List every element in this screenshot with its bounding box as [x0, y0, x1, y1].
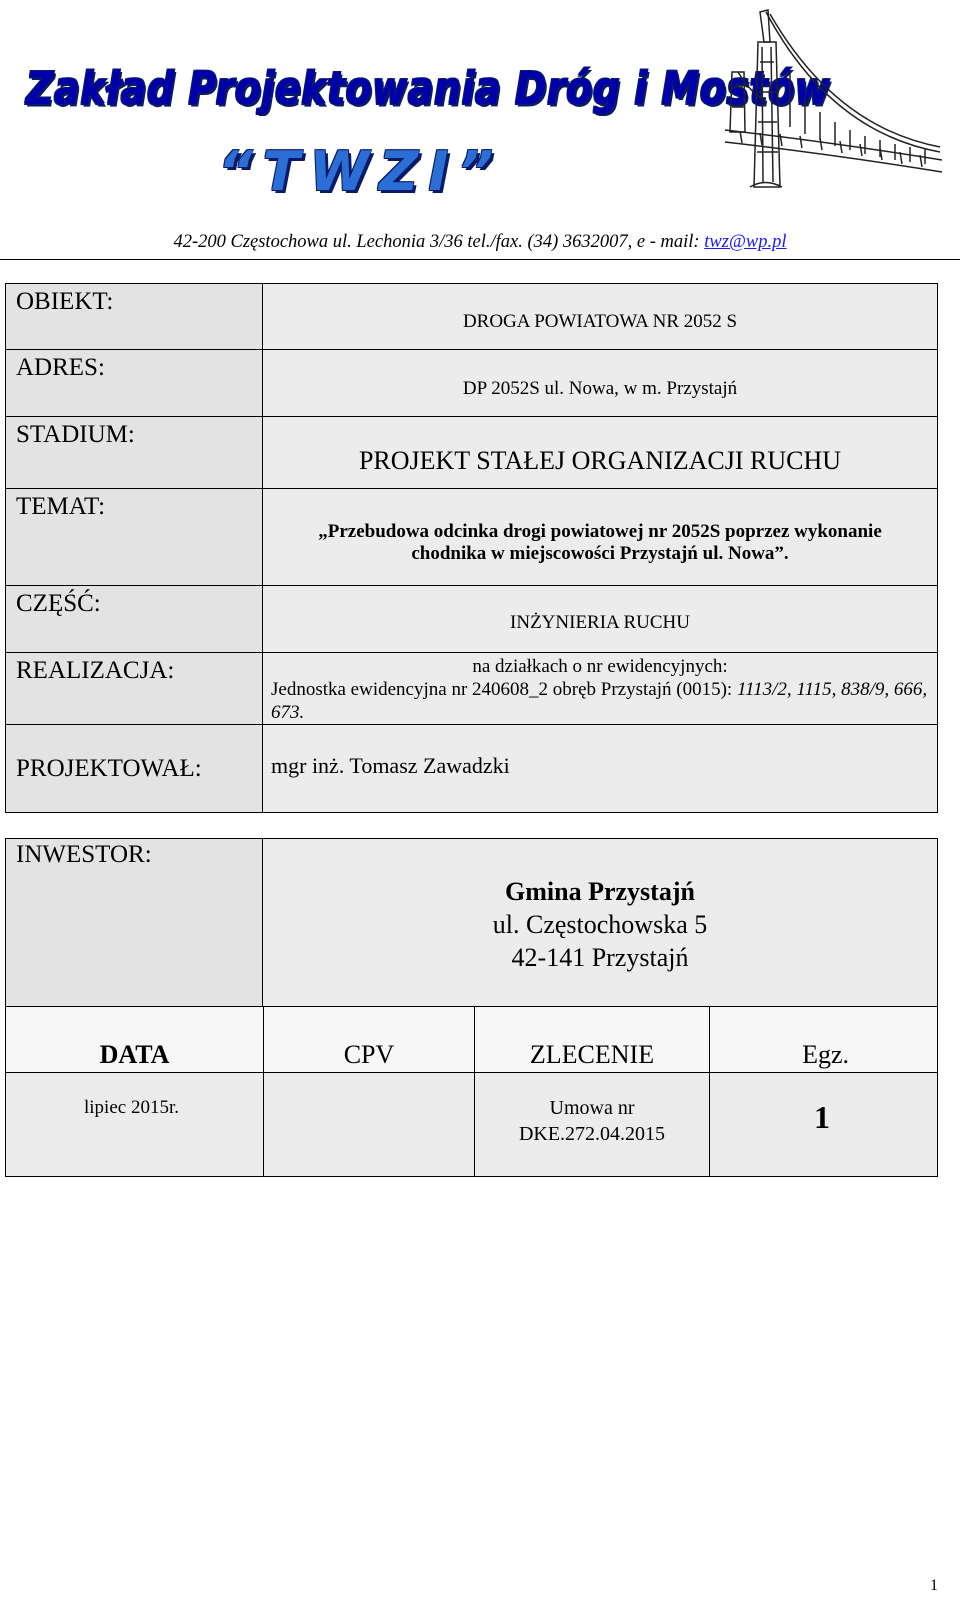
realizacja-line2 — [271, 678, 929, 724]
page-number: 1 — [930, 1577, 938, 1594]
header-egz: Egz. — [710, 1007, 938, 1073]
header-divider — [0, 259, 960, 260]
row-projektowal — [6, 725, 938, 813]
header-data: DATA — [6, 1007, 264, 1073]
temat-value: „Przebudowa odcinka drogi powiatowej nr 2052S poprzez wykonanie chodnika w miejscowości Przystajń ul. Nowa”. — [263, 489, 938, 586]
company-logo-title: Zakład Projektowania Dróg i Mostów — [26, 62, 831, 115]
row-czesc — [6, 586, 938, 653]
investor-street: ul. Częstochowska 5 — [492, 910, 708, 939]
contact-text: 42-200 Częstochowa ul. Lechonia 3/36 tel./fax. (34) 3632007, e - mail: — [173, 232, 705, 252]
header-cpv: CPV — [264, 1007, 475, 1073]
order-line1: Umowa nr — [549, 1097, 635, 1119]
project-details-table — [5, 283, 938, 813]
investor-name: Gmina Przystajń — [505, 877, 695, 906]
row-obiekt — [6, 284, 938, 350]
order-value — [475, 1073, 710, 1177]
row-stadium — [6, 417, 938, 489]
realizacja-unit: Jednostka ewidencyjna nr 240608_2 obręb Przystajń (0015): — [271, 679, 737, 700]
investor-label: INWESTOR: — [6, 839, 263, 1007]
order-line2: DKE.272.04.2015 — [518, 1123, 666, 1145]
adres-label: ADRES: — [6, 350, 263, 417]
suspension-bridge-icon — [720, 2, 945, 192]
stadium-label: STADIUM: — [6, 417, 263, 489]
obiekt-label: OBIEKT: — [6, 284, 263, 350]
row-temat — [6, 489, 938, 586]
document-info-header-row — [6, 1007, 938, 1073]
cpv-value — [264, 1073, 475, 1177]
row-adres — [6, 350, 938, 417]
investor-details — [263, 839, 938, 1007]
row-investor — [6, 839, 938, 1007]
adres-value: DP 2052S ul. Nowa, w m. Przystajń — [263, 350, 938, 417]
document-info-table — [5, 1006, 938, 1177]
company-contact — [0, 232, 960, 253]
czesc-value: INŻYNIERIA RUCHU — [263, 586, 938, 653]
investor-city: 42-141 Przystajń — [511, 943, 689, 972]
projektowal-value: mgr inż. Tomasz Zawadzki — [263, 725, 938, 813]
czesc-label: CZĘŚĆ: — [6, 586, 263, 653]
obiekt-value: DROGA POWIATOWA NR 2052 S — [263, 284, 938, 350]
projektowal-label: PROJEKTOWAŁ: — [6, 725, 263, 813]
date-value: lipiec 2015r. — [6, 1073, 264, 1177]
temat-label: TEMAT: — [6, 489, 263, 586]
row-realizacja — [6, 653, 938, 725]
copy-number: 1 — [710, 1073, 938, 1177]
realizacja-line1: na działkach o nr ewidencyjnych: — [472, 656, 728, 677]
contact-email-link[interactable]: twz@wp.pl — [704, 232, 787, 252]
realizacja-parcels: 1113/2, 1115, 838/9, 666, 673. — [271, 679, 928, 723]
realizacja-value — [263, 653, 938, 725]
document-info-value-row — [6, 1073, 938, 1177]
stadium-value: PROJEKT STAŁEJ ORGANIZACJI RUCHU — [263, 417, 938, 489]
realizacja-label: REALIZACJA: — [6, 653, 263, 725]
investor-table — [5, 838, 938, 1007]
company-logo-name: “TWZI” — [218, 140, 504, 203]
header-zlecenie: ZLECENIE — [475, 1007, 710, 1073]
